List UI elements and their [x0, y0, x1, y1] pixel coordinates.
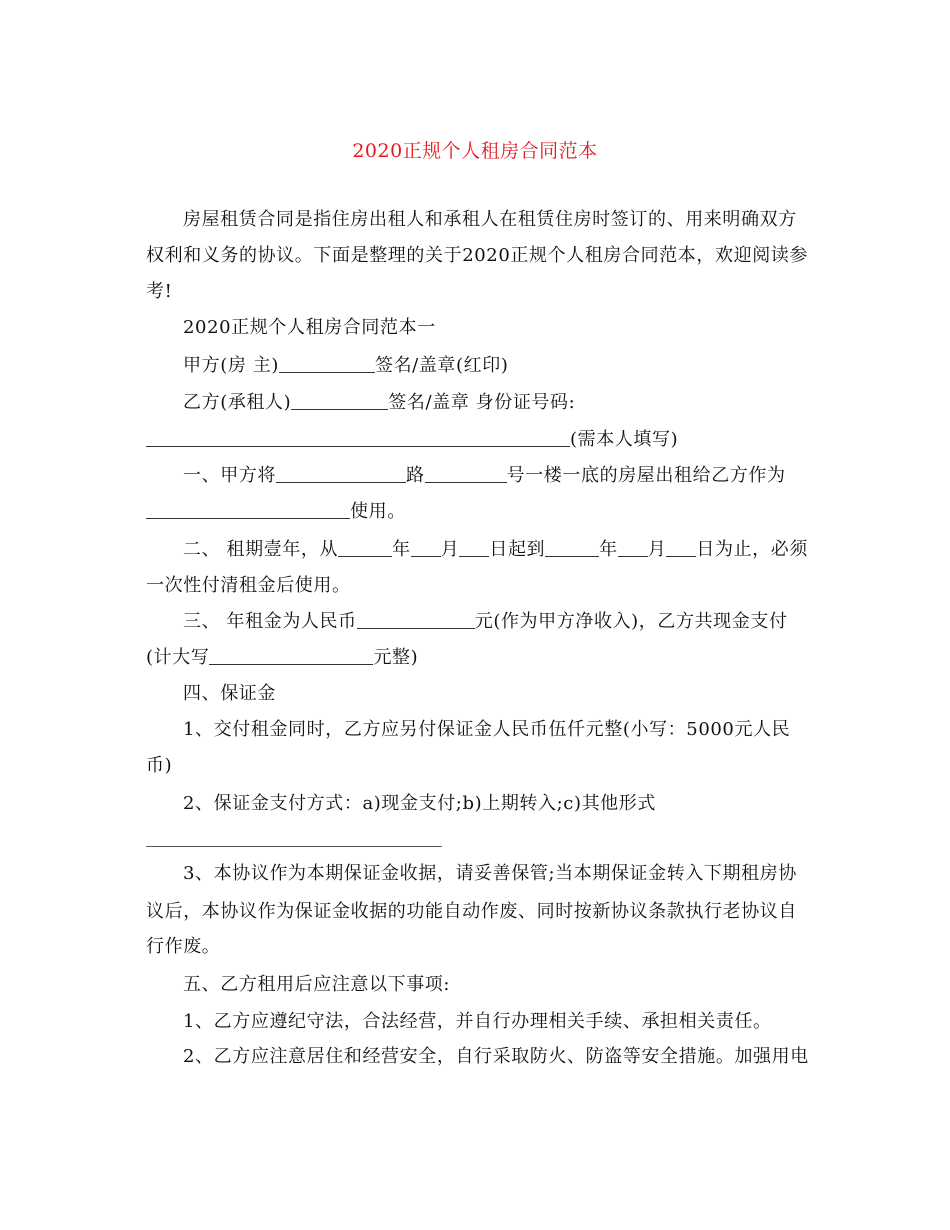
deposit-2-line: 2、保证金支付方式：a)现金支付;b)上期转入;c)其他形式: [183, 793, 656, 814]
clause-3-text-d: 元整): [373, 647, 419, 668]
note-1-line: 1、乙方应遵纪守法，合法经营，并自行办理相关手续、承担相关责任。: [183, 1011, 772, 1032]
clause-1-text-b: 路: [406, 465, 425, 486]
clause-5-heading: 五、乙方租用后应注意以下事项:: [183, 974, 451, 995]
clause-3-line-1: [183, 610, 788, 634]
id-fill-note: (需本人填写): [570, 429, 679, 450]
house-number-blank: [425, 464, 507, 483]
clause-2-day-1: 日起到: [489, 539, 546, 560]
clause-2-year-2: 年: [599, 539, 618, 560]
clause-2-month-2: 月: [647, 539, 667, 560]
clause-2-day-2: 日为止，必须: [696, 539, 808, 560]
clause-3-text-a: 三、 年租金为人民币: [183, 611, 357, 632]
clause-2-line-2: 一次性付清租金后使用。: [146, 575, 351, 596]
clause-1-text-c: 号一楼一底的房屋出租给乙方作为: [506, 465, 786, 486]
clause-1-line-2: [146, 500, 406, 524]
clause-3-text-b: 元(作为甲方净收入)，乙方共现金支付: [474, 611, 788, 632]
deposit-other-blank: [146, 846, 442, 847]
party-b-blank: [291, 391, 388, 410]
clause-1-text-d: 使用。: [350, 501, 406, 522]
road-blank: [276, 464, 406, 483]
party-a-line: [183, 354, 508, 378]
clause-3-text-c: (计大写: [146, 647, 210, 668]
party-b-label: 乙方(承租人): [183, 392, 292, 413]
clause-2-line-1: [183, 538, 808, 562]
section-heading: 2020正规个人租房合同范本一: [183, 317, 436, 338]
party-a-blank: [279, 354, 375, 373]
note-2-line: 2、乙方应注意居住和经营安全，自行采取防火、防盗等安全措施。加强用电: [183, 1046, 809, 1067]
end-year-blank: [545, 538, 599, 557]
party-a-label: 甲方(房 主): [183, 355, 279, 376]
intro-line-2: 权利和义务的协议。下面是整理的关于2020正规个人租房合同范本，欢迎阅读参: [146, 245, 809, 266]
deposit-1-line-2: 币): [146, 755, 173, 776]
clause-2-year-1: 年: [392, 539, 411, 560]
party-a-sign: 签名/盖章(红印): [374, 355, 509, 376]
deposit-1-line-1: 1、交付租金同时，乙方应另付保证金人民币伍仟元整(小写：5000元人民: [183, 719, 791, 740]
party-b-line: [183, 391, 575, 415]
clause-3-line-2: [146, 646, 418, 670]
intro-line-1: 房屋租赁合同是指住房出租人和承租人在租赁住房时签订的、用来明确双方: [183, 209, 797, 230]
intro-line-3: 考!: [146, 281, 173, 302]
deposit-3-line-1: 3、本协议作为本期保证金收据，请妥善保管;当本期保证金转入下期租房协: [183, 863, 797, 884]
end-day-blank: [666, 538, 696, 557]
clause-2-month-1: 月: [440, 539, 460, 560]
document-title: 2020正规个人租房合同范本: [352, 140, 598, 162]
deposit-3-line-3: 行作废。: [146, 936, 221, 957]
clause-1-line-1: [183, 464, 786, 488]
usage-blank: [146, 500, 350, 519]
end-month-blank: [618, 538, 648, 557]
start-month-blank: [411, 538, 441, 557]
id-number-blank: [146, 428, 570, 447]
party-b-sign: 签名/盖章 身份证号码:: [388, 392, 576, 413]
clause-2-text-a: 二、 租期壹年，从: [183, 539, 339, 560]
deposit-3-line-2: 议后，本协议作为保证金收据的功能自动作废、同时按新协议条款执行老协议自: [146, 901, 797, 922]
start-year-blank: [338, 538, 392, 557]
rent-amount-blank: [357, 610, 475, 629]
clause-4-heading: 四、保证金: [183, 683, 276, 704]
start-day-blank: [459, 538, 489, 557]
rent-words-blank: [209, 646, 373, 665]
id-number-line: [146, 428, 678, 452]
clause-1-text-a: 一、甲方将: [183, 465, 276, 486]
